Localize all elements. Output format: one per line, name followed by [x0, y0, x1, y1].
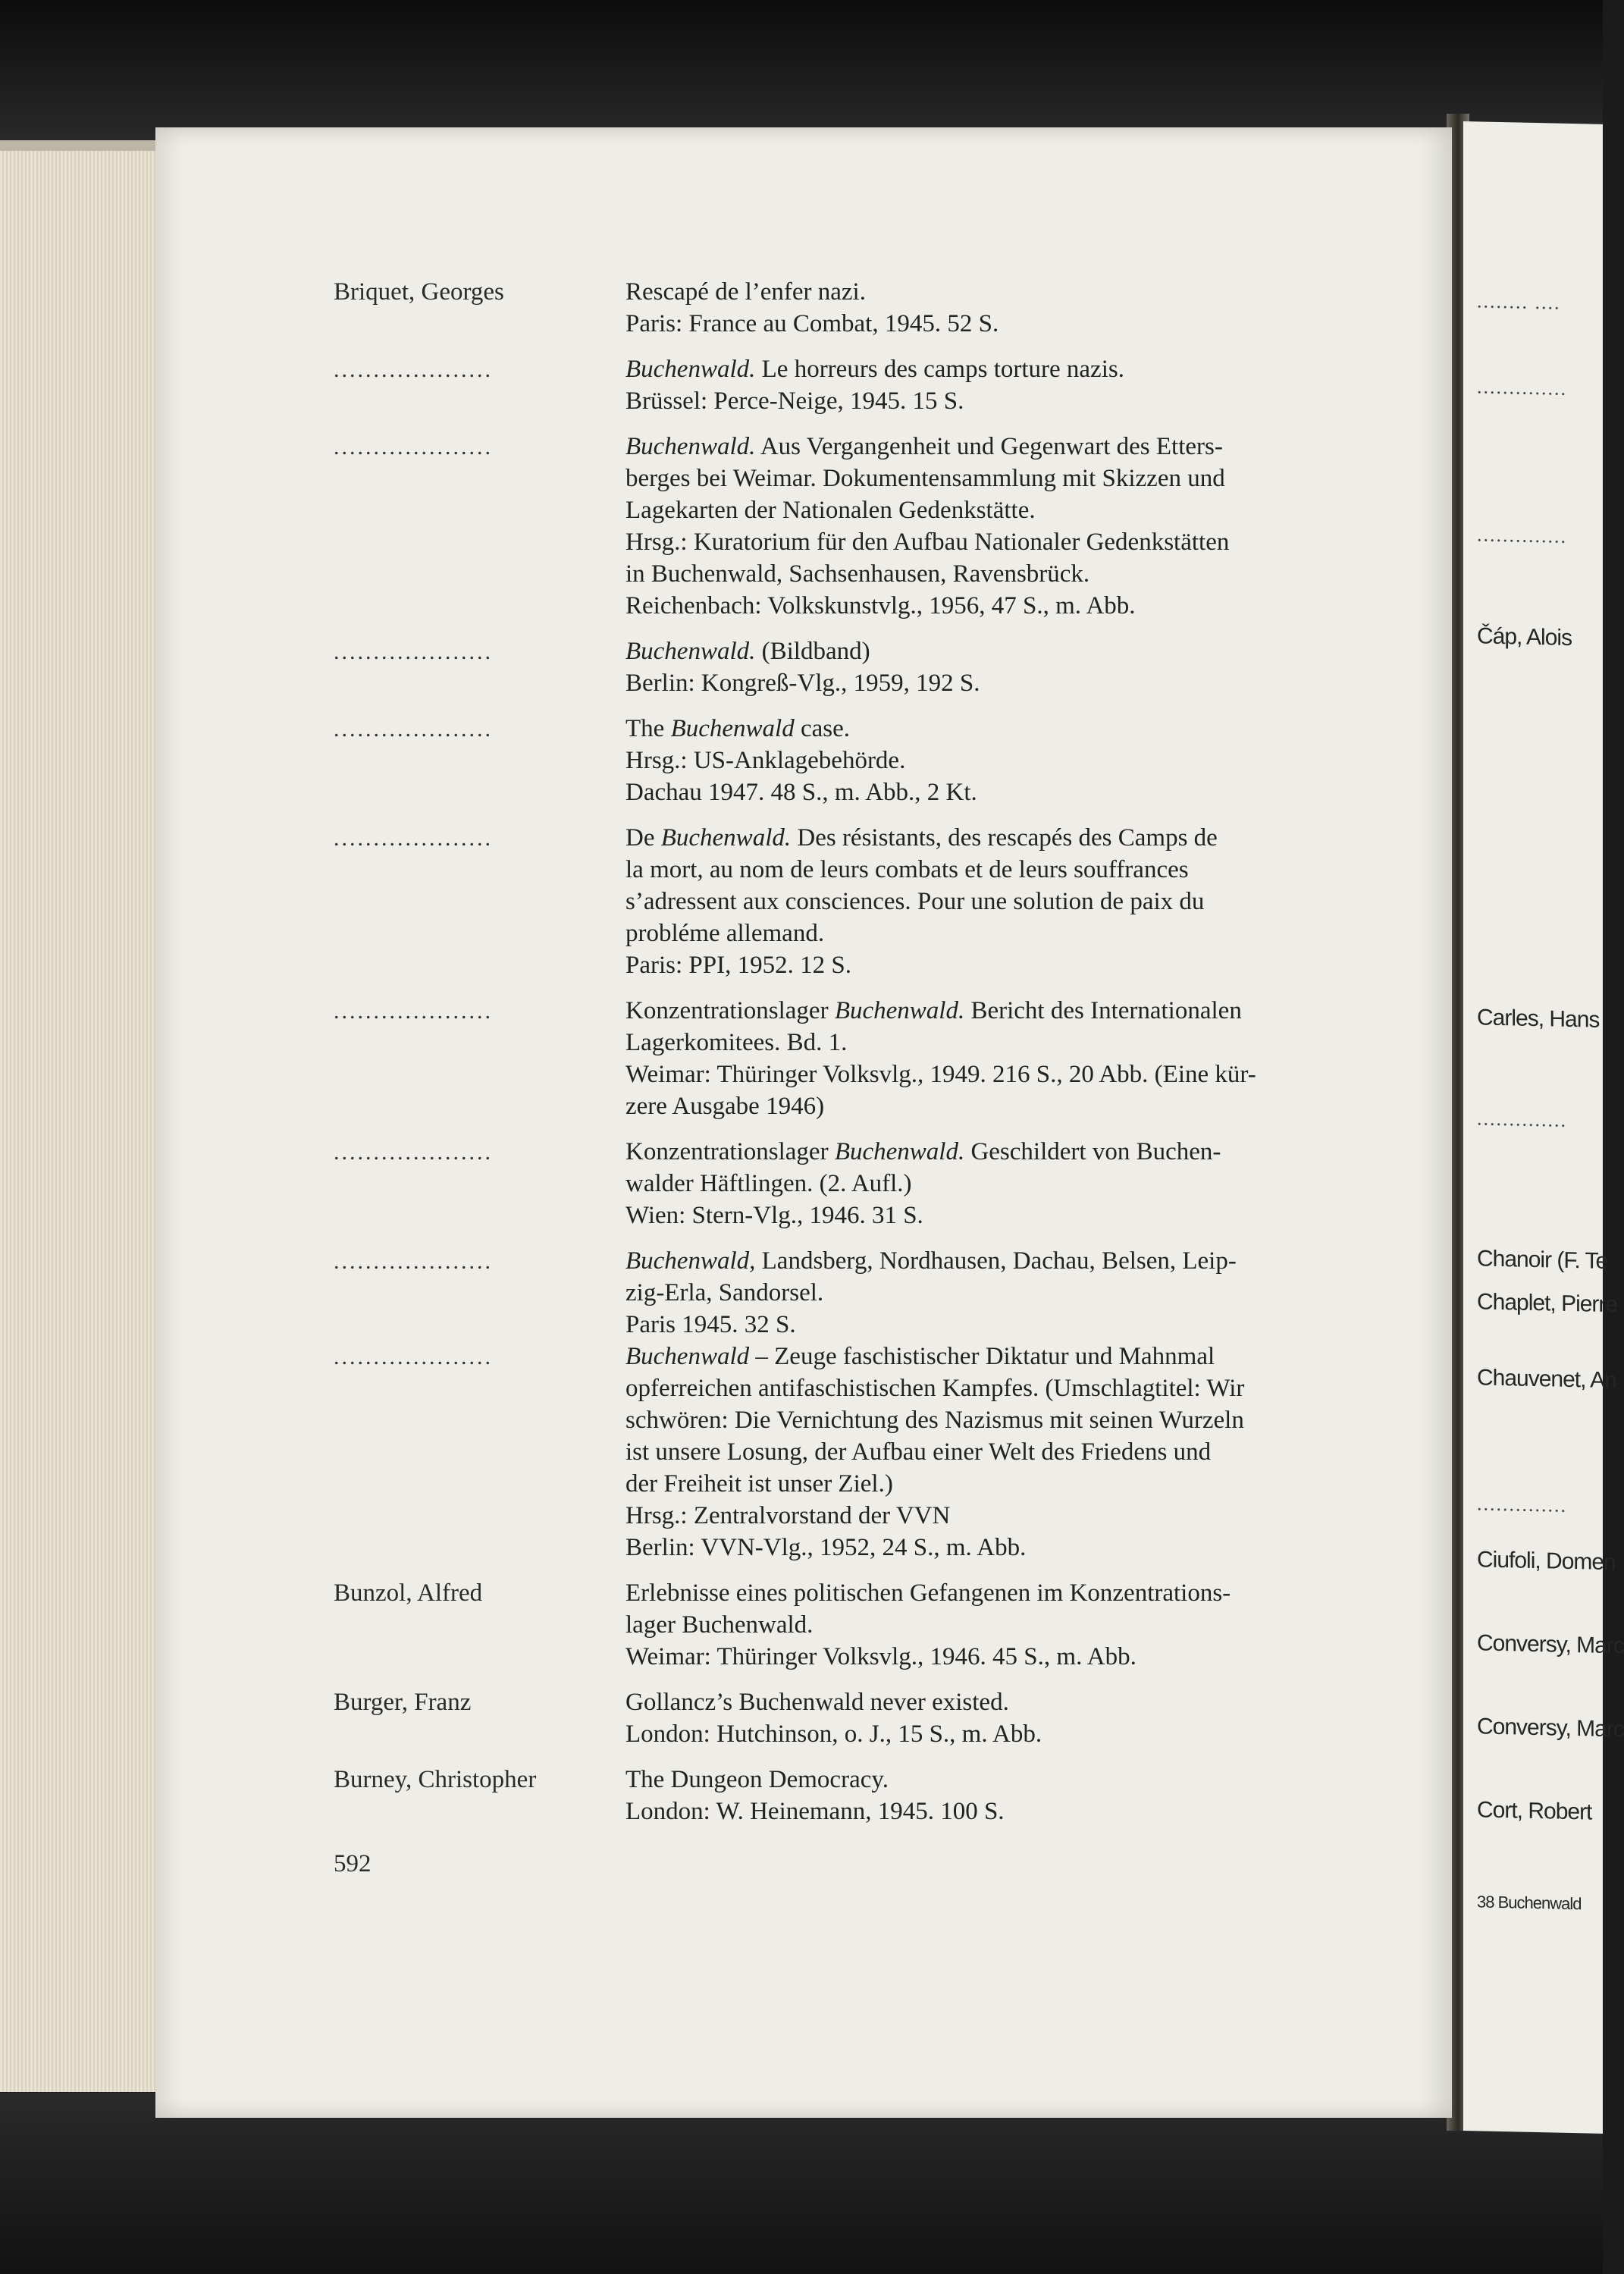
- entry-line: zere Ausgabe 1946): [625, 1093, 825, 1120]
- bibliography-entry: [334, 353, 1387, 417]
- entry-line: Berlin: Kongreß-Vlg., 1959, 192 S.: [625, 670, 980, 697]
- entry-text: [625, 1245, 1387, 1341]
- entry-line: in Buchenwald, Sachsenhausen, Ravensbrück.: [625, 560, 1090, 588]
- entry-title: Buchenwald.: [834, 1138, 965, 1165]
- entry-line: opferreichen antifaschistischen Kampfes. (Umschlagtitel: Wir: [625, 1375, 1245, 1402]
- entry-text: [625, 276, 1387, 340]
- entry-title: Buchenwald.: [625, 356, 756, 383]
- entry-line: lager Buchenwald.: [625, 1611, 814, 1639]
- entry-author: Briquet, Georges: [334, 278, 504, 306]
- bibliography-entry: [334, 635, 1387, 699]
- right-name: Chaplet, Pierre: [1477, 1289, 1618, 1318]
- entry-line: der Freiheit ist unser Ziel.): [625, 1470, 893, 1498]
- entry-line: London: W. Heinemann, 1945. 100 S.: [625, 1798, 1005, 1825]
- right-name: Chanoir (F. Te: [1477, 1246, 1608, 1274]
- entry-line: Hrsg.: Kuratorium für den Aufbau Nationaler Gedenkstätten: [625, 529, 1230, 556]
- page-number: 592: [334, 1850, 372, 1877]
- entry-line: Gollancz’s Buchenwald never existed.: [625, 1689, 1009, 1716]
- entry-text: [625, 353, 1387, 417]
- entry-text: [625, 1764, 1387, 1827]
- entry-author-dots: ....................: [334, 1140, 493, 1165]
- entry-line: Buchenwald. Aus Vergangenheit und Gegenwart des Etters-: [625, 433, 1223, 460]
- right-page: [1463, 121, 1624, 2134]
- entry-line: Lagekarten der Nationalen Gedenkstätte.: [625, 497, 1036, 524]
- entry-text: [625, 1341, 1387, 1564]
- entry-title: Buchenwald.: [660, 824, 792, 852]
- entry-line: Dachau 1947. 48 S., m. Abb., 2 Kt.: [625, 779, 977, 806]
- bibliography-entry: [334, 276, 1387, 340]
- entry-line: Lagerkomitees. Bd. 1.: [625, 1029, 848, 1056]
- entry-line: zig-Erla, Sandorsel.: [625, 1279, 824, 1306]
- entry-author: Bunzol, Alfred: [334, 1579, 483, 1607]
- right-name: Conversy, Marc: [1477, 1714, 1624, 1742]
- entry-text: [625, 635, 1387, 699]
- entry-line: Buchenwald. Le horreurs des camps torture nazis.: [625, 356, 1124, 383]
- entry-author-dots: ....................: [334, 999, 493, 1024]
- bibliography-entry: [334, 1341, 1387, 1564]
- right-name: Ciufoli, Domen: [1477, 1547, 1616, 1576]
- bibliography-entry: [334, 1577, 1387, 1673]
- entry-text: [625, 822, 1387, 981]
- right-name: Conversy, Marc: [1477, 1630, 1624, 1659]
- entry-author-dots: ....................: [334, 826, 493, 851]
- book-background-bottom: [0, 2093, 1603, 2274]
- entry-title: Buchenwald.: [834, 997, 965, 1024]
- entry-title: Buchenwald.: [625, 638, 756, 665]
- bibliography-entry: [334, 431, 1387, 622]
- entry-line: The Dungeon Democracy.: [625, 1766, 889, 1793]
- entry-author-dots: ....................: [334, 717, 493, 742]
- right-name: Cort, Robert: [1477, 1797, 1592, 1825]
- entry-line: Konzentrationslager Buchenwald. Geschildert von Buchen-: [625, 1138, 1221, 1165]
- entry-line: Weimar: Thüringer Volksvlg., 1949. 216 S., 20 Abb. (Eine kür-: [625, 1061, 1256, 1088]
- entry-line: London: Hutchinson, o. J., 15 S., m. Abb.: [625, 1720, 1042, 1748]
- entry-line: ist unsere Losung, der Aufbau einer Welt des Friedens und: [625, 1438, 1212, 1466]
- entry-line: Wien: Stern-Vlg., 1946. 31 S.: [625, 1202, 923, 1229]
- book-background-top: [0, 0, 1603, 144]
- right-dot-leader: ........ ....: [1477, 290, 1561, 314]
- entry-line: Paris 1945. 32 S.: [625, 1311, 796, 1338]
- entry-line: berges bei Weimar. Dokumentensammlung mit Skizzen und: [625, 465, 1225, 492]
- entry-line: Buchenwald. (Bildband): [625, 638, 870, 665]
- entry-title: Buchenwald.: [625, 433, 756, 460]
- entry-author-dots: ....................: [334, 434, 493, 460]
- entry-author-dots: ....................: [334, 1344, 493, 1369]
- entry-line: Paris: France au Combat, 1945. 52 S.: [625, 310, 999, 337]
- right-name: Carles, Hans: [1477, 1005, 1600, 1033]
- entry-line: Rescapé de l’enfer nazi.: [625, 278, 866, 306]
- right-dot-leader: ..............: [1477, 1107, 1567, 1131]
- bibliography-entry: [334, 822, 1387, 981]
- entry-text: [625, 995, 1387, 1122]
- bibliography-entry: [334, 1764, 1387, 1827]
- entry-author-dots: ....................: [334, 357, 493, 382]
- right-dot-leader: ..............: [1477, 1492, 1567, 1517]
- entry-line: Erlebnisse eines politischen Gefangenen im Konzentrations-: [625, 1579, 1231, 1607]
- entry-line: Brüssel: Perce-Neige, 1945. 15 S.: [625, 387, 964, 415]
- entry-title: Buchenwald: [625, 1343, 750, 1370]
- entry-line: walder Häftlingen. (2. Aufl.): [625, 1170, 912, 1197]
- entry-text: [625, 1577, 1387, 1673]
- entry-line: schwören: Die Vernichtung des Nazismus mit seinen Wurzeln: [625, 1407, 1244, 1434]
- entry-author-dots: ....................: [334, 1249, 493, 1274]
- bibliography-entry: [334, 1686, 1387, 1750]
- bibliography-entry: [334, 1245, 1387, 1341]
- bibliography-entry: [334, 995, 1387, 1122]
- entry-text: [625, 1686, 1387, 1750]
- entry-line: Buchenwald – Zeuge faschistischer Diktatur und Mahnmal: [625, 1343, 1215, 1370]
- right-name: Chauvenet, An: [1477, 1365, 1616, 1394]
- bibliography-entry: [334, 713, 1387, 808]
- right-dot-leader: ..............: [1477, 523, 1567, 547]
- entry-line: Weimar: Thüringer Volksvlg., 1946. 45 S., m. Abb.: [625, 1643, 1136, 1670]
- entry-author-dots: ....................: [334, 639, 493, 664]
- entry-line: Berlin: VVN-Vlg., 1952, 24 S., m. Abb.: [625, 1534, 1027, 1561]
- entry-line: la mort, au nom de leurs combats et de leurs souffrances: [625, 856, 1189, 883]
- bibliography-list: [334, 276, 1387, 1827]
- entry-line: Konzentrationslager Buchenwald. Bericht des Internationalen: [625, 997, 1242, 1024]
- entry-title: Buchenwald,: [625, 1247, 756, 1275]
- entry-line: De Buchenwald. Des résistants, des rescapés des Camps de: [625, 824, 1218, 852]
- entry-line: Hrsg.: US-Anklagebehörde.: [625, 747, 906, 774]
- entry-line: Paris: PPI, 1952. 12 S.: [625, 952, 851, 979]
- entry-line: s’adressent aux consciences. Pour une solution de paix du: [625, 888, 1205, 915]
- entry-line: The Buchenwald case.: [625, 715, 850, 742]
- right-name: Čáp, Alois: [1477, 623, 1572, 651]
- entry-line: Reichenbach: Volkskunstvlg., 1956, 47 S., m. Abb.: [625, 592, 1136, 619]
- entry-line: probléme allemand.: [625, 920, 825, 947]
- entry-author: Burger, Franz: [334, 1689, 472, 1716]
- entry-text: [625, 1136, 1387, 1231]
- right-footer: 38 Buchenwald: [1477, 1892, 1582, 1914]
- right-dot-leader: ..............: [1477, 375, 1567, 400]
- page-edges: [0, 140, 155, 2092]
- entry-text: [625, 713, 1387, 808]
- entry-line: Hrsg.: Zentralvorstand der VVN: [625, 1502, 951, 1529]
- entry-author: Burney, Christopher: [334, 1766, 537, 1793]
- entry-line: Buchenwald, Landsberg, Nordhausen, Dachau, Belsen, Leip-: [625, 1247, 1237, 1275]
- bibliography-entry: [334, 1136, 1387, 1231]
- entry-text: [625, 431, 1387, 622]
- entry-title: Buchenwald: [670, 715, 795, 742]
